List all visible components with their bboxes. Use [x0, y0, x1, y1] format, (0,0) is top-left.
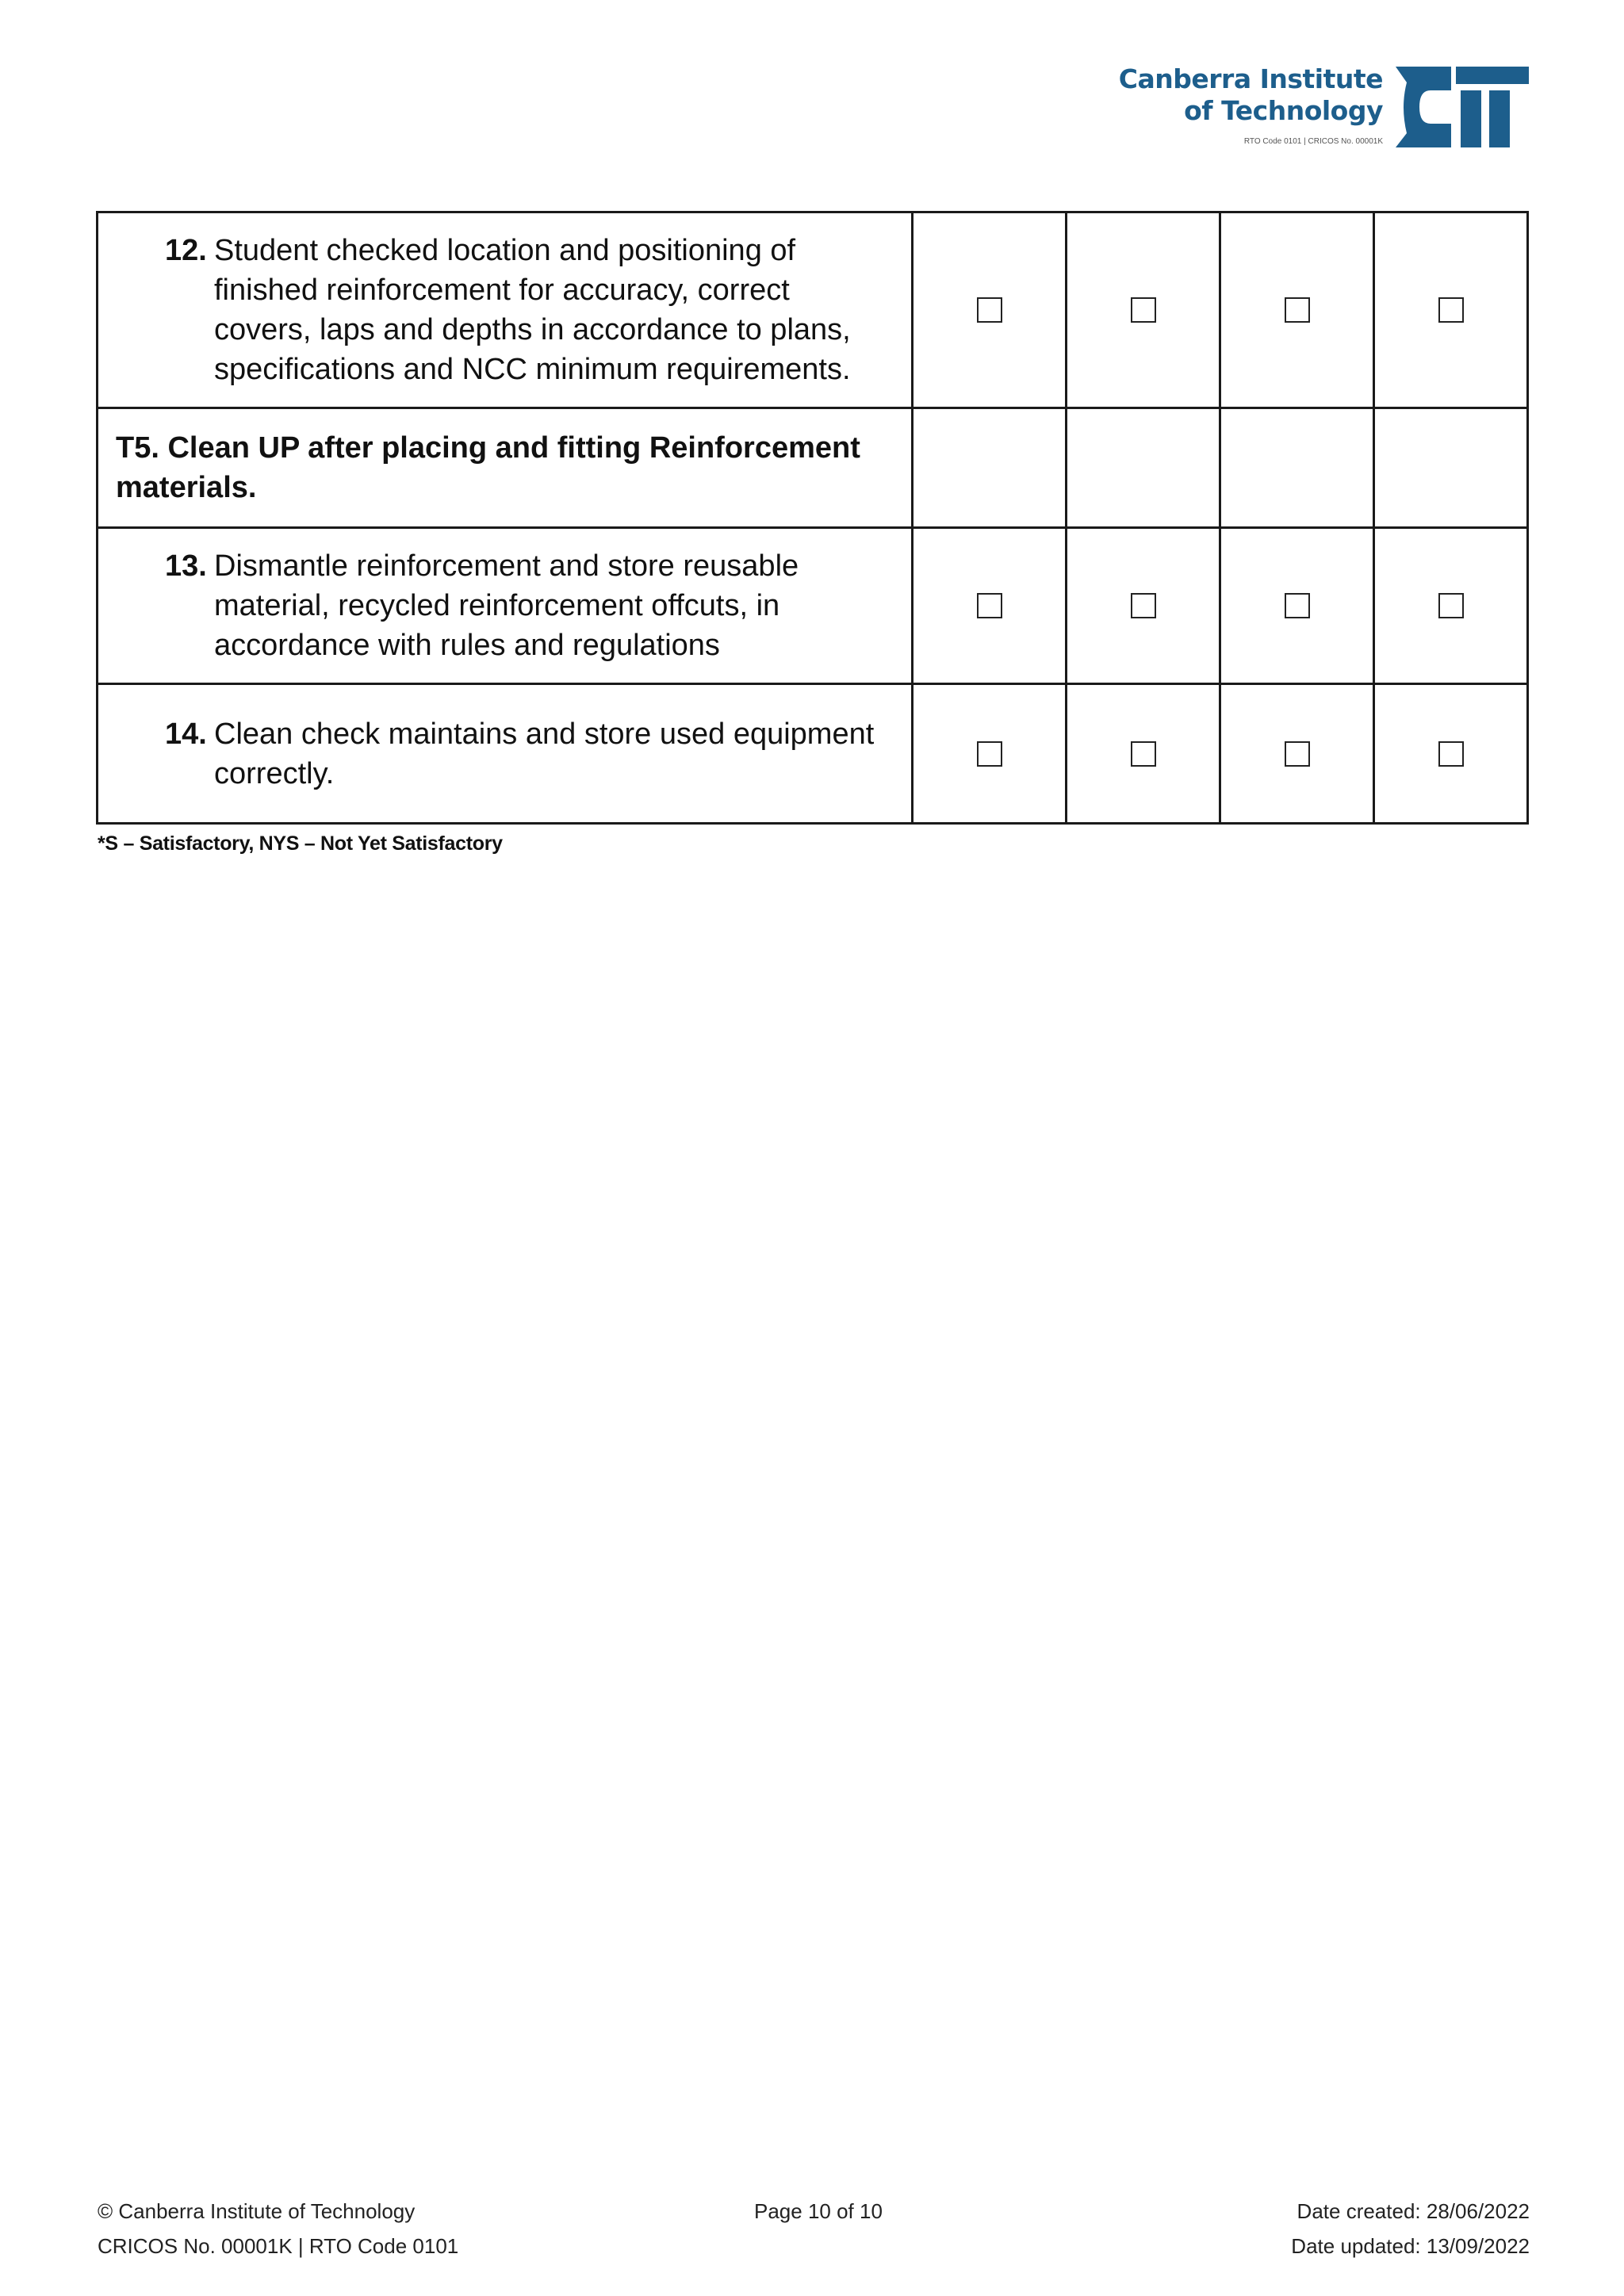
empty-cell	[1374, 408, 1528, 528]
assessment-checklist-table	[96, 211, 1529, 825]
checkbox-cell	[1220, 528, 1374, 684]
checkbox-cell	[913, 212, 1067, 408]
checkbox[interactable]	[977, 593, 1002, 618]
cit-logo-icon	[1396, 67, 1529, 147]
criterion-cell	[98, 212, 913, 408]
checkbox[interactable]	[977, 297, 1002, 323]
checkbox-cell	[1374, 528, 1528, 684]
logo-line-1: Canberra Institute	[1118, 63, 1383, 94]
checkbox-cell	[913, 528, 1067, 684]
empty-cell	[1067, 408, 1220, 528]
footer-date-created: Date created: 28/06/2022	[1297, 2199, 1530, 2223]
checkbox[interactable]	[977, 741, 1002, 767]
criterion-text: Student checked location and positioning of finished reinforcement for accuracy, correct covers, laps and depths in accordance to plans, specifications and NCC minimum requirements.	[214, 234, 851, 386]
criterion-cell	[98, 684, 913, 824]
empty-cell	[1220, 408, 1374, 528]
checkbox-cell	[913, 684, 1067, 824]
empty-cell	[913, 408, 1067, 528]
criterion-number: 13.	[165, 549, 207, 583]
section-heading: T5. Clean UP after placing and fitting Reinforcement materials.	[116, 431, 860, 504]
table-row	[98, 408, 1528, 528]
section-heading-cell	[98, 408, 913, 528]
table-row	[98, 212, 1528, 408]
checkbox[interactable]	[1131, 593, 1156, 618]
checkbox-cell	[1067, 212, 1220, 408]
cit-logo	[1118, 63, 1529, 151]
logo-codes: RTO Code 0101 | CRICOS No. 00001K	[1243, 137, 1383, 146]
checkbox[interactable]	[1285, 593, 1310, 618]
checkbox[interactable]	[1438, 593, 1464, 618]
checkbox[interactable]	[1438, 741, 1464, 767]
criterion-text: Dismantle reinforcement and store reusable material, recycled reinforcement offcuts, in accordance with rules and regulations	[214, 549, 799, 662]
checkbox-cell	[1374, 212, 1528, 408]
checkbox[interactable]	[1131, 297, 1156, 323]
checkbox-cell	[1220, 212, 1374, 408]
checkbox-cell	[1067, 684, 1220, 824]
logo-wordmark	[1119, 63, 1383, 147]
checkbox[interactable]	[1285, 741, 1310, 767]
checkbox-cell	[1067, 528, 1220, 684]
table-row	[98, 528, 1528, 684]
checkbox[interactable]	[1438, 297, 1464, 323]
logo-line-2: of Technology	[1184, 95, 1383, 126]
criterion-number: 14.	[165, 717, 207, 751]
checkbox-cell	[1374, 684, 1528, 824]
footer-codes: CRICOS No. 00001K | RTO Code 0101	[98, 2234, 459, 2258]
footer-page-number: Page 10 of 10	[754, 2199, 883, 2223]
checkbox[interactable]	[1285, 297, 1310, 323]
criterion-number: 12.	[165, 234, 207, 267]
criterion-cell	[98, 528, 913, 684]
criterion-text: Clean check maintains and store used equipment correctly.	[214, 717, 875, 790]
checkbox-cell	[1220, 684, 1374, 824]
footer-date-updated: Date updated: 13/09/2022	[1291, 2234, 1530, 2258]
checkbox[interactable]	[1131, 741, 1156, 767]
rating-legend-footnote: *S – Satisfactory, NYS – Not Yet Satisfactory	[98, 832, 503, 855]
footer-copyright: © Canberra Institute of Technology	[98, 2199, 416, 2223]
table-row	[98, 684, 1528, 824]
